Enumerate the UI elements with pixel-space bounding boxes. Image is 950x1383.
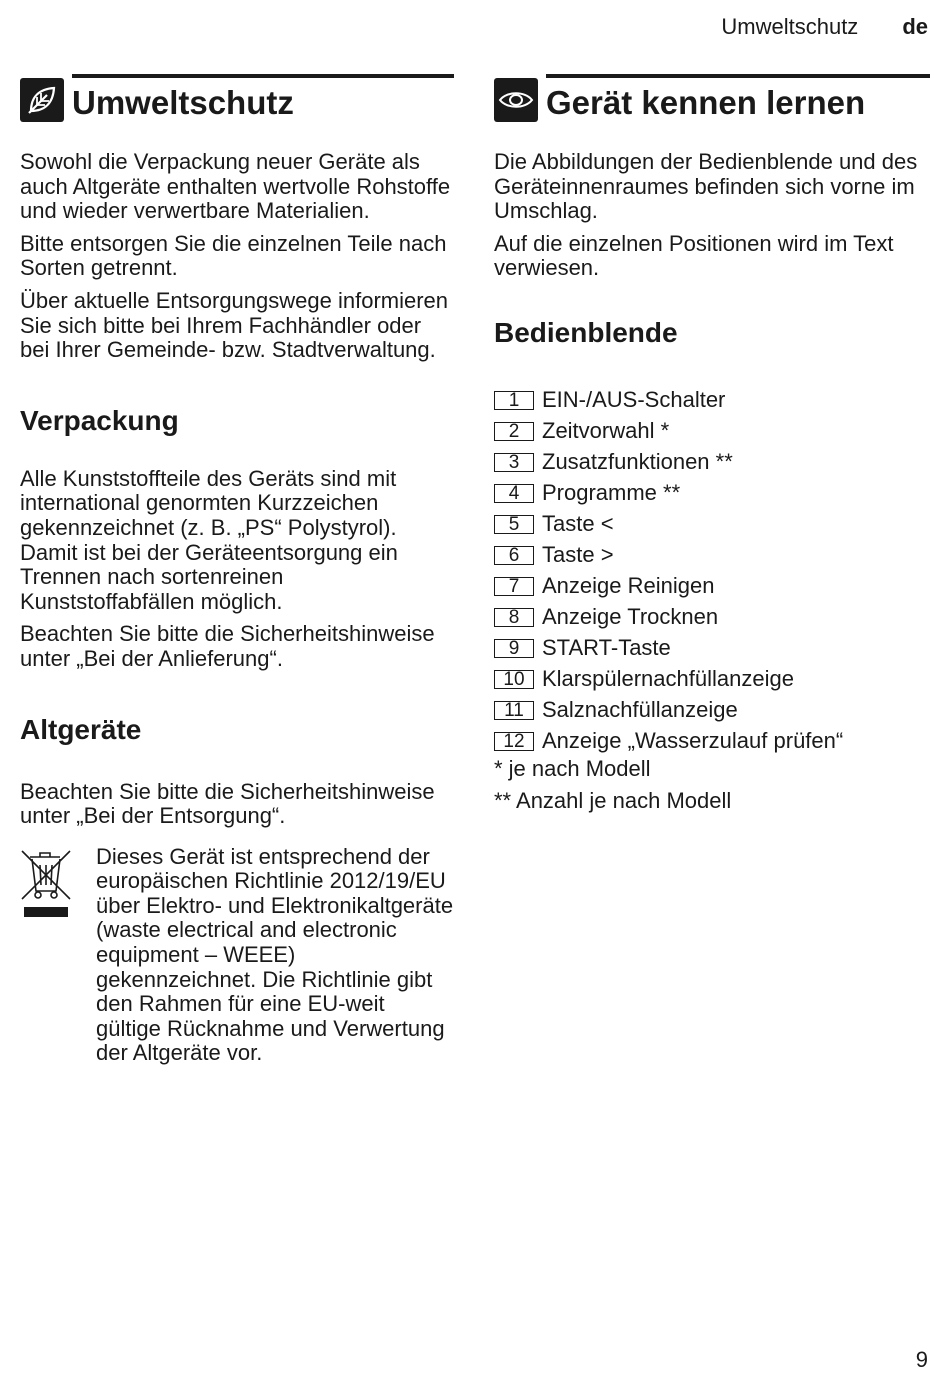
item-number: 12 bbox=[494, 732, 534, 751]
item-label: Anzeige Reinigen bbox=[542, 573, 715, 599]
heading-bedienblende: Bedienblende bbox=[494, 316, 678, 348]
weee-text: Dieses Gerät ist entsprechend der europäischen Richtlinie 2012/19/EU über Elektro- und Elektronikaltgeräte (waste electrical and electronic equipment – WEEE) gekennzeichnet. Die Richtlinie gibt den Rahmen für eine EU-weit gültige Rücknahme und Verwertung der Altgeräte vor. bbox=[96, 843, 454, 1066]
item-label: EIN-/AUS-Schalter bbox=[542, 387, 726, 413]
eye-icon bbox=[494, 78, 538, 122]
item-number: 5 bbox=[494, 515, 534, 534]
item-label: Anzeige „Wasserzulauf prüfen“ bbox=[542, 728, 844, 754]
item-label: START-Taste bbox=[542, 635, 671, 661]
list-item bbox=[494, 633, 930, 664]
item-number: 2 bbox=[494, 422, 534, 441]
list-item bbox=[494, 695, 930, 726]
leaf-icon bbox=[20, 78, 64, 122]
list-item bbox=[494, 509, 930, 540]
intro-paragraph: Die Abbildungen der Bedienblende und des Geräteinnenraumes befinden sich vorne im Umschlag. bbox=[494, 149, 918, 224]
list-item bbox=[494, 664, 930, 695]
item-label: Taste > bbox=[542, 542, 614, 568]
list-item bbox=[494, 726, 930, 757]
heading-verpackung: Verpackung bbox=[20, 404, 179, 436]
section-title: Gerät kennen lernen bbox=[546, 84, 866, 121]
verpackung-paragraph: Beachten Sie bitte die Sicherheitshinweise unter „Bei der Anlieferung“. bbox=[20, 621, 435, 671]
item-number: 3 bbox=[494, 453, 534, 472]
list-item bbox=[494, 416, 930, 447]
list-item bbox=[494, 540, 930, 571]
item-number: 9 bbox=[494, 639, 534, 658]
heading-altgeraete: Altgeräte bbox=[20, 713, 142, 745]
item-number: 6 bbox=[494, 546, 534, 565]
section-header-geraet bbox=[494, 74, 930, 122]
list-item bbox=[494, 385, 930, 416]
weee-notice bbox=[20, 845, 454, 1066]
page-title: Umweltschutz bbox=[72, 84, 294, 121]
item-label: Klarspülernachfüllanzeige bbox=[542, 666, 794, 692]
page-header bbox=[721, 14, 928, 40]
item-label: Zeitvorwahl * bbox=[542, 418, 670, 444]
item-label: Programme ** bbox=[542, 480, 681, 506]
list-item bbox=[494, 571, 930, 602]
item-label: Taste < bbox=[542, 511, 614, 537]
page-number: 9 bbox=[915, 1347, 928, 1372]
item-number: 11 bbox=[494, 701, 534, 720]
right-column bbox=[494, 74, 930, 813]
header-section-title: Umweltschutz bbox=[721, 14, 859, 39]
control-panel-list bbox=[494, 385, 930, 757]
list-item bbox=[494, 447, 930, 478]
item-number: 4 bbox=[494, 484, 534, 503]
intro-paragraph: Über aktuelle Entsorgungswege informieren Sie sich bitte bei Ihrem Fachhändler oder bei Ihrer Gemeinde- bzw. Stadtverwaltung. bbox=[20, 287, 449, 363]
header-language: de bbox=[902, 14, 928, 39]
verpackung-paragraph: Alle Kunststoffteile des Geräts sind mit international genormten Kurzzeichen gekennzeichnet (z. B. „PS“ Polystyrol). Damit ist bei der Geräteentsorgung ein Trennen nach sortenreinen Kunststoffabfällen möglich. bbox=[20, 465, 398, 614]
left-column bbox=[20, 74, 454, 1066]
item-number: 8 bbox=[494, 608, 534, 627]
footnote: * je nach Modell bbox=[494, 755, 651, 781]
item-number: 7 bbox=[494, 577, 534, 596]
item-label: Salznachfüllanzeige bbox=[542, 697, 738, 723]
footnote: ** Anzahl je nach Modell bbox=[494, 787, 732, 813]
item-label: Zusatzfunktionen ** bbox=[542, 449, 733, 475]
item-label: Anzeige Trocknen bbox=[542, 604, 719, 630]
list-item bbox=[494, 478, 930, 509]
intro-paragraph: Sowohl die Verpackung neuer Geräte als auch Altgeräte enthalten wertvolle Rohstoffe und wieder verwertbare Materialien. bbox=[20, 149, 451, 224]
item-number: 1 bbox=[494, 391, 534, 410]
section-header-umweltschutz bbox=[20, 74, 454, 122]
crossed-bin-icon bbox=[20, 845, 96, 1066]
intro-paragraph: Bitte entsorgen Sie die einzelnen Teile nach Sorten getrennt. bbox=[20, 230, 447, 281]
intro-paragraph: Auf die einzelnen Positionen wird im Text verwiesen. bbox=[494, 230, 894, 281]
item-number: 10 bbox=[494, 670, 534, 689]
altgeraete-paragraph: Beachten Sie bitte die Sicherheitshinweise unter „Bei der Entsorgung“. bbox=[20, 778, 435, 829]
list-item bbox=[494, 602, 930, 633]
